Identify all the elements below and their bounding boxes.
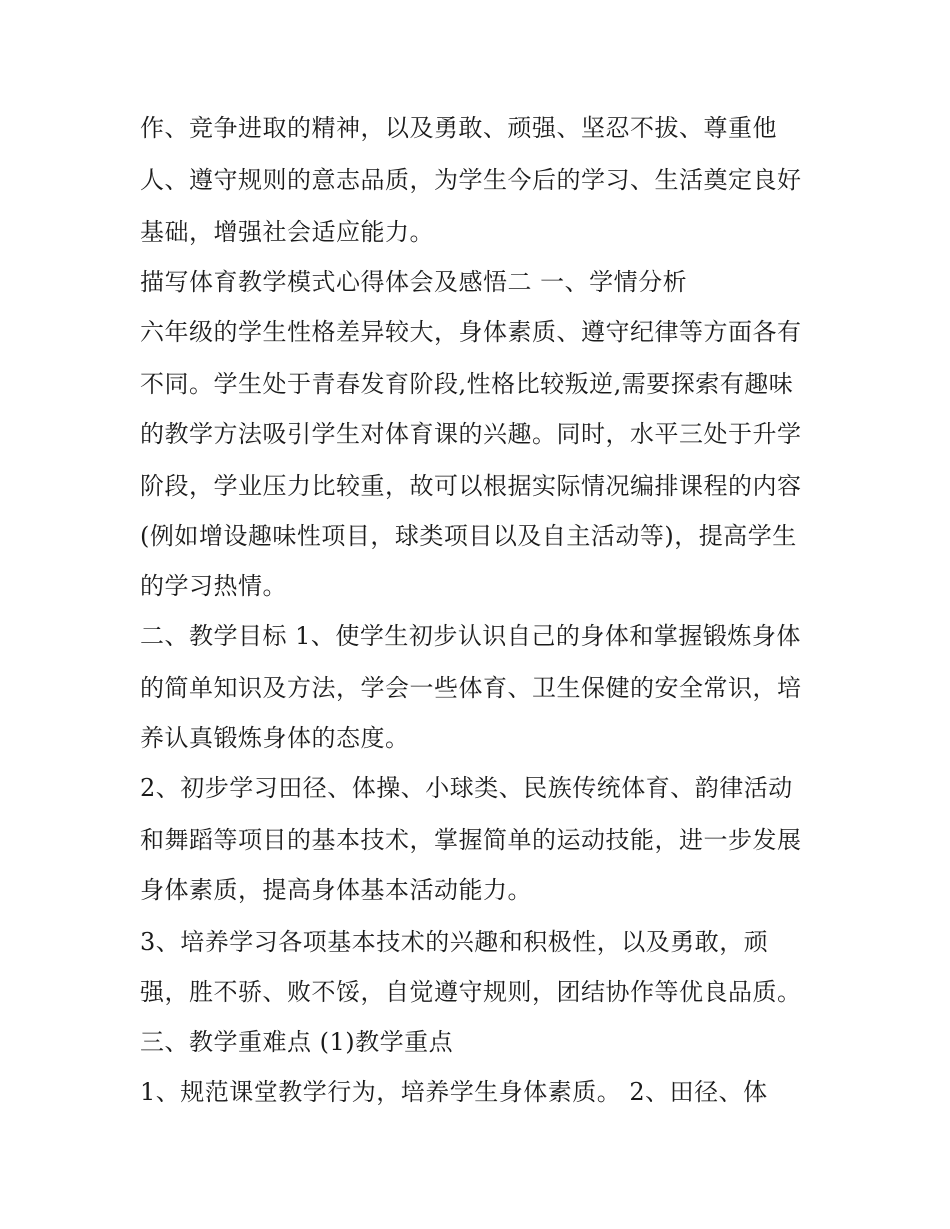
text-line: 的简单知识及方法，学会一些体育、卫生保健的安全常识，培	[140, 674, 802, 702]
text-line: 2、初步学习田径、体操、小球类、民族传统体育、韵律活动	[140, 774, 793, 802]
text-line: (例如增设趣味性项目，球类项目以及自主活动等)，提高学生	[140, 522, 797, 550]
text-line: 身体素质，提高身体基本活动能力。	[140, 876, 532, 904]
text-line: 基础，增强社会适应能力。	[140, 218, 434, 246]
text-line: 的教学方法吸引学生对体育课的兴趣。同时，水平三处于升学	[140, 420, 802, 448]
text-line: 作、竞争进取的精神，以及勇敢、顽强、坚忍不拔、尊重他	[140, 114, 777, 142]
text-line: 的学习热情。	[140, 572, 287, 600]
section-heading: 描写体育教学模式心得体会及感悟二 一、学情分析	[140, 268, 688, 296]
text-line: 强，胜不骄、败不馁，自觉遵守规则，团结协作等优良品质。	[140, 978, 802, 1006]
text-line: 六年级的学生性格差异较大，身体素质、遵守纪律等方面各有	[140, 318, 802, 346]
text-line: 阶段，学业压力比较重，故可以根据实际情况编排课程的内容	[140, 472, 802, 500]
text-line: 1、规范课堂教学行为，培养学生身体素质。 2、田径、体	[140, 1078, 768, 1106]
section-heading: 三、教学重难点 (1)教学重点	[140, 1028, 454, 1056]
text-line: 3、培养学习各项基本技术的兴趣和积极性，以及勇敢，顽	[140, 928, 769, 956]
text-line: 不同。学生处于青春发育阶段,性格比较叛逆,需要探索有趣味	[140, 370, 794, 398]
text-line: 和舞蹈等项目的基本技术，掌握简单的运动技能，进一步发展	[140, 826, 802, 854]
text-line: 人、遵守规则的意志品质，为学生今后的学习、生活奠定良好	[140, 166, 802, 194]
text-line: 二、教学目标 1、使学生初步认识自己的身体和掌握锻炼身体	[140, 622, 801, 650]
text-line: 养认真锻炼身体的态度。	[140, 724, 410, 752]
